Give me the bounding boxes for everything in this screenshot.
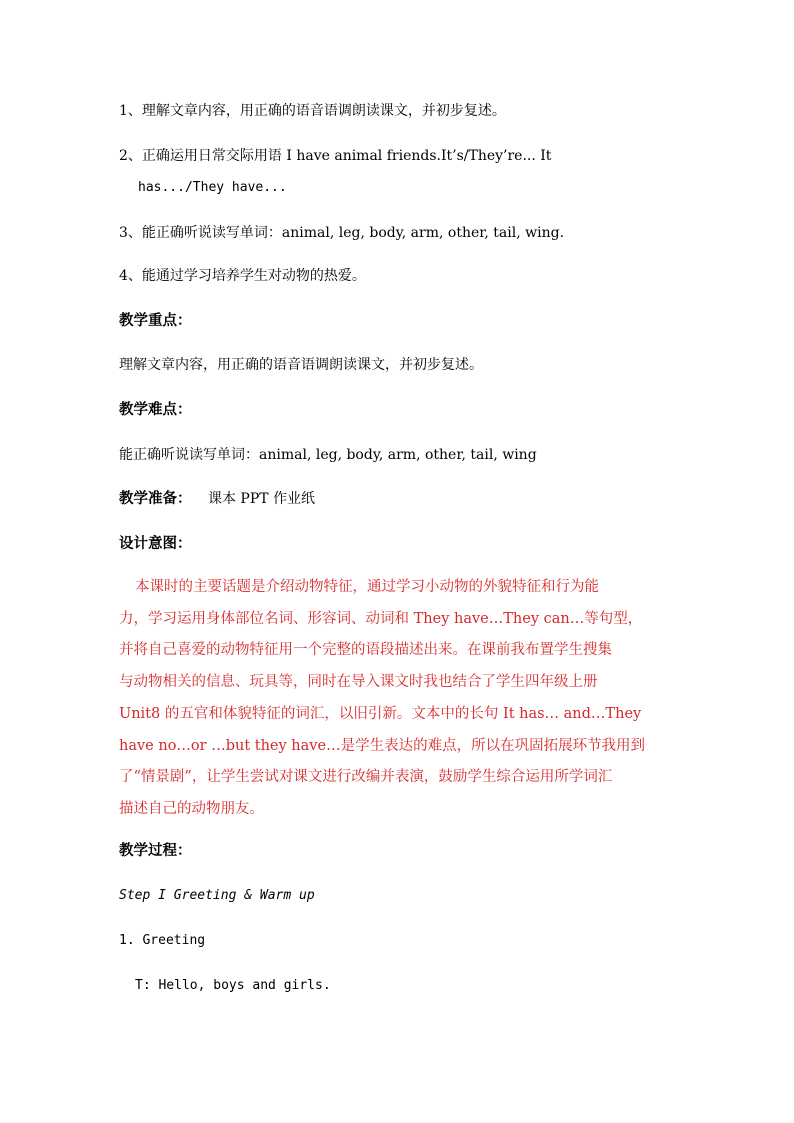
design-line-4: 与动物相关的信息、玩具等，同时在导入课文时我也结合了学生四年级上册 (119, 674, 598, 690)
objective-2-line-2: has.../They have... (138, 180, 287, 195)
step-1-dialogue-1: T: Hello, boys and girls. (135, 978, 331, 993)
design-line-2: 力，学习运用身体部位名词、形容词、动词和 They have…They can…等句型， (119, 611, 643, 627)
objective-4: 4、能通过学习培养学生对动物的热爱。 (119, 268, 366, 284)
design-line-8: 描述自己的动物朋友。 (119, 801, 264, 817)
preparation-heading: 教学准备： (119, 490, 192, 507)
difficulties-heading: 教学难点： (119, 401, 192, 418)
design-heading: 设计意图： (119, 535, 192, 552)
preparation-line (119, 489, 315, 509)
objective-3: 3、能正确听说读写单词：animal, leg, body, arm, other, tail, wing. (119, 225, 565, 241)
design-line-3: 并将自己喜爱的动物特征用一个完整的语段描述出来。在课前我布置学生搜集 (119, 642, 612, 658)
objective-2-line-1: 2、正确运用日常交际用语 I have animal friends.It’s/They’re... It (119, 148, 552, 164)
design-line-7: 了“情景剧”，让学生尝试对课文进行改编并表演，鼓励学生综合运用所学词汇 (119, 769, 613, 785)
design-line-6: have no…or …but they have…是学生表达的难点，所以在巩固拓展环节我用到 (119, 738, 646, 754)
design-line-1: 本课时的主要话题是介绍动物特征，通过学习小动物的外貌特征和行为能 (135, 579, 599, 595)
step-1-title: Step I Greeting & Warm up (119, 888, 315, 903)
difficulties-text: 能正确听说读写单词：animal, leg, body, arm, other, tail, wing (119, 447, 537, 463)
preparation-text: 课本 PPT 作业纸 (207, 491, 316, 507)
step-1-item-1: 1. Greeting (119, 933, 206, 948)
process-heading: 教学过程： (119, 842, 192, 859)
design-line-5: Unit8 的五官和体貌特征的词汇，以旧引新。文本中的长句 It has… and…They (119, 706, 642, 722)
key-points-text: 理解文章内容，用正确的语音语调朗读课文，并初步复述。 (119, 357, 483, 373)
objective-1: 1、理解文章内容，用正确的语音语调朗读课文，并初步复述。 (119, 103, 506, 119)
key-points-heading: 教学重点： (119, 312, 192, 329)
